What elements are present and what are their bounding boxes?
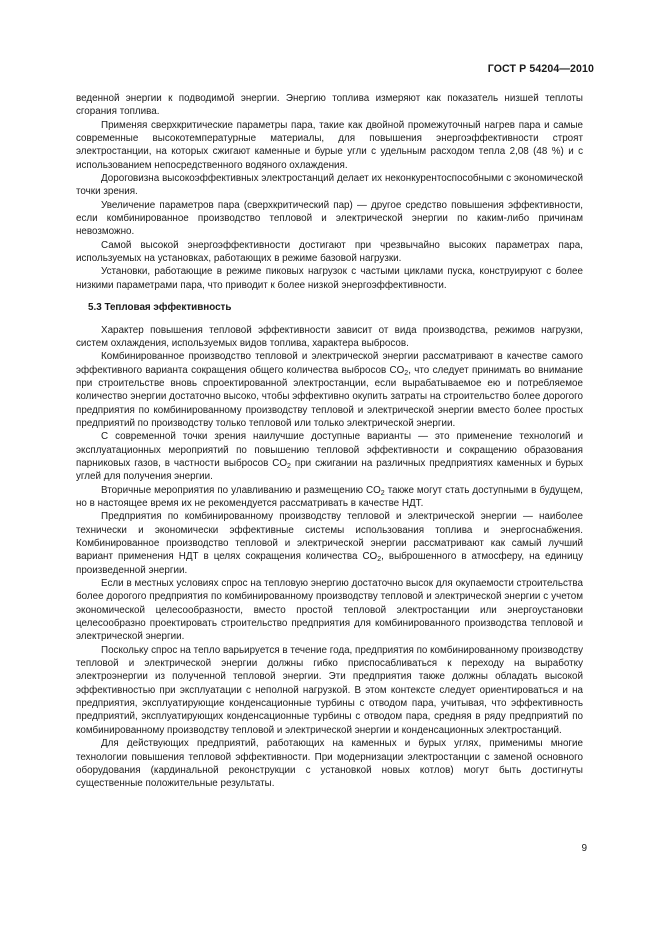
paragraph: Поскольку спрос на тепло варьируется в течение года, предприятия по комбинированному производству тепловой и электрической энергии должны гибко приспосабливаться к переходу на выработку электроэнергии из полученной тепловой энергии. Эти предприятия также должны обладать высокой эффективностью при эксплуатации с неполной нагрузкой. В этом контексте следует ориентироваться и на предприятия, эксплуатирующие конденсационные турбины с отводом пара, учитывая, что эффективность предприятий, эксплуатирующих конденсационные турбины с отводом пара, средняя в ряду предприятий по комбинированному производству тепловой и электрической энергии и конденсационных электростанций. bbox=[76, 644, 583, 736]
page-header bbox=[488, 63, 594, 75]
text-run: также могут стать доступными в будущем, но в настоящее время их не рекомендуется рассматривать в качестве НДТ. bbox=[76, 484, 583, 509]
text-run: Предприятия по комбинированному производству тепловой и электрической энергии — наиболее технически и экономически эффективные системы использования топлива и энергоснабжения. Комбинированное производство тепловой и электрической энергии рассматривают как самый лучший вариант применения НДТ в целях сокращения количества CO bbox=[76, 511, 583, 563]
paragraph: Если в местных условиях спрос на тепловую энергию достаточно высок для окупаемости строительства более дорогого предприятия по комбинированному производству тепловой и электрической энергии с учетом экономической целесообразности, вместо простой тепловой электростанции или энергоустановки целесообразно проектировать строительство предприятия для комбинированного производства тепловой и электрической энергии. bbox=[76, 578, 583, 643]
paragraph: Характер повышения тепловой эффективности зависит от вида производства, режимов нагрузки, систем охлаждения, используемых видов топлива, характера выбросов. bbox=[76, 324, 583, 349]
section-title: Тепловая эффективность bbox=[104, 302, 232, 314]
subscript: 2 bbox=[377, 556, 382, 564]
paragraph: Применяя сверхкритические параметры пара, такие как двойной промежуточный нагрев пара и самые современные высокотемпературные материалы, для повышения энергоэффективности строят электростанции, на которых сжигают каменные и бурые угли с удельным расходом тепла 2,08 (48 %) и с использованием непосредственного водяного охлаждения. bbox=[76, 119, 583, 171]
text-run: при сжигании на различных предприятиях каменных и бурых углей для получения энергии. bbox=[76, 457, 583, 483]
paragraph: Установки, работающие в режиме пиковых нагрузок с частыми циклами пуска, конструируют с более низкими параметрами пара, что приводит к более низкой энергоэффективности. bbox=[76, 266, 583, 291]
paragraph: Дороговизна высокоэффективных электростанций делает их неконкурентоспособными с экономической точки зрения. bbox=[76, 173, 583, 198]
page-number: 9 bbox=[581, 843, 587, 854]
text-run: Вторичные мероприятия по улавливанию и размещению CO bbox=[101, 484, 381, 496]
subscript: 2 bbox=[380, 489, 385, 497]
section-number: 5.3 bbox=[88, 302, 102, 314]
text-run: С современной точки зрения наилучшие доступные варианты — это применение технологий и эксплуатационных мероприятий по повышению тепловой эффективности и сокращению образования парниковых газов, в частности выбросов CO bbox=[76, 431, 583, 469]
text-run: Комбинированное производство тепловой и электрической энергии рассматривают в качестве самого эффективного варианта сокращения общего количества выбросов CO bbox=[76, 351, 583, 376]
paragraph bbox=[76, 350, 583, 430]
paragraph bbox=[76, 510, 583, 577]
text-run: , что следует принимать во внимание при строительстве вновь спроектированной электростанции, если вырабатываемое ею и потребляемое количество энергии достаточно высоко, чтобы эффективно окупить затраты на строительство более дорогого предприятия по комбинированному производству тепловой и электрической энергии вместо более простых предприятий по производству только тепловой или только электрической энергии. bbox=[76, 364, 583, 429]
paragraph bbox=[76, 430, 583, 483]
paragraph: веденной энергии к подводимой энергии. Энергию топлива измеряют как показатель низшей теплоты сгорания топлива. bbox=[76, 93, 583, 118]
standard-id: ГОСТ Р 54204—2010 bbox=[487, 63, 594, 75]
paragraph: Самой высокой энергоэффективности достигают при чрезвычайно высоких параметрах пара, используемых на установках, работающих в режиме базовой нагрузки. bbox=[76, 239, 583, 265]
subscript: 2 bbox=[404, 369, 409, 377]
subscript: 2 bbox=[287, 462, 291, 470]
paragraph: Увеличение параметров пара (сверхкритический пар) — другое средство повышения эффективности, если комбинированное производство тепловой и электрической энергии по каким-либо причинам невозможно. bbox=[76, 199, 583, 238]
paragraph: Для действующих предприятий, работающих на каменных и бурых углях, применимы многие технологии повышения тепловой эффективности. При модернизации электростанции с заменой основного оборудования (кардинальной реконструкции с установкой новых котлов) могут быть достигнуты существенные положительные результаты. bbox=[76, 738, 583, 790]
text-run: , выброшенного в атмосферу, на единицу произведенной энергии. bbox=[76, 551, 584, 576]
document-body bbox=[76, 92, 583, 791]
section-heading bbox=[76, 301, 583, 314]
paragraph bbox=[76, 484, 583, 511]
